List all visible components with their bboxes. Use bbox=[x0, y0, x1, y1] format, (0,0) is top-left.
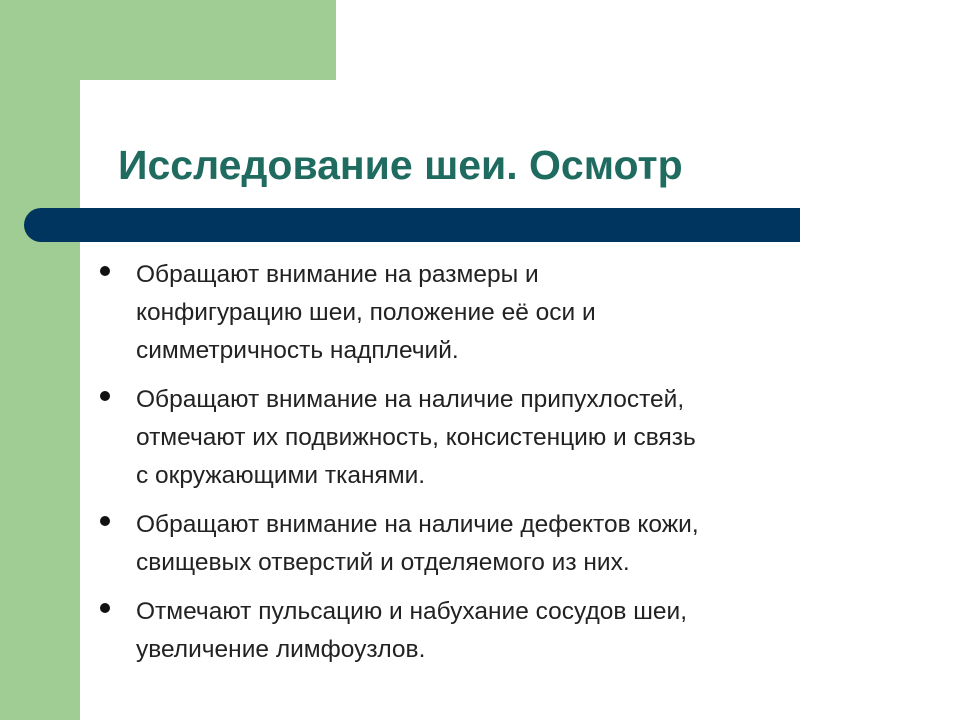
bullet-dot-icon bbox=[100, 266, 110, 276]
slide-title: Исследование шеи. Осмотр bbox=[118, 142, 683, 188]
bullet-list bbox=[100, 256, 880, 680]
bullet-line: конфигурацию шеи, положение её оси и bbox=[136, 299, 596, 326]
bullet-line: Обращают внимание на наличие дефектов кожи, bbox=[136, 511, 699, 538]
bullet-item-2 bbox=[100, 381, 880, 495]
bullet-line: свищевых отверстий и отделяемого из них. bbox=[136, 549, 630, 576]
bullet-item-4 bbox=[100, 593, 880, 669]
bullet-line: симметричность надплечий. bbox=[136, 337, 459, 364]
decorative-green-strip bbox=[0, 0, 80, 720]
bullet-item-3 bbox=[100, 506, 880, 582]
bullet-line: Обращают внимание на наличие припухлостей, bbox=[136, 386, 685, 413]
bullet-line: Обращают внимание на размеры и bbox=[136, 261, 539, 288]
bullet-line: отмечают их подвижность, консистенцию и связь bbox=[136, 424, 696, 451]
bullet-dot-icon bbox=[100, 516, 110, 526]
bullet-dot-icon bbox=[100, 603, 110, 613]
bullet-line: с окружающими тканями. bbox=[136, 462, 426, 489]
title-underline-bar bbox=[24, 208, 800, 242]
bullet-line: Отмечают пульсацию и набухание сосудов шеи, bbox=[136, 598, 687, 625]
bullet-dot-icon bbox=[100, 391, 110, 401]
bullet-line: увеличение лимфоузлов. bbox=[136, 636, 426, 663]
bullet-item-1 bbox=[100, 256, 880, 370]
